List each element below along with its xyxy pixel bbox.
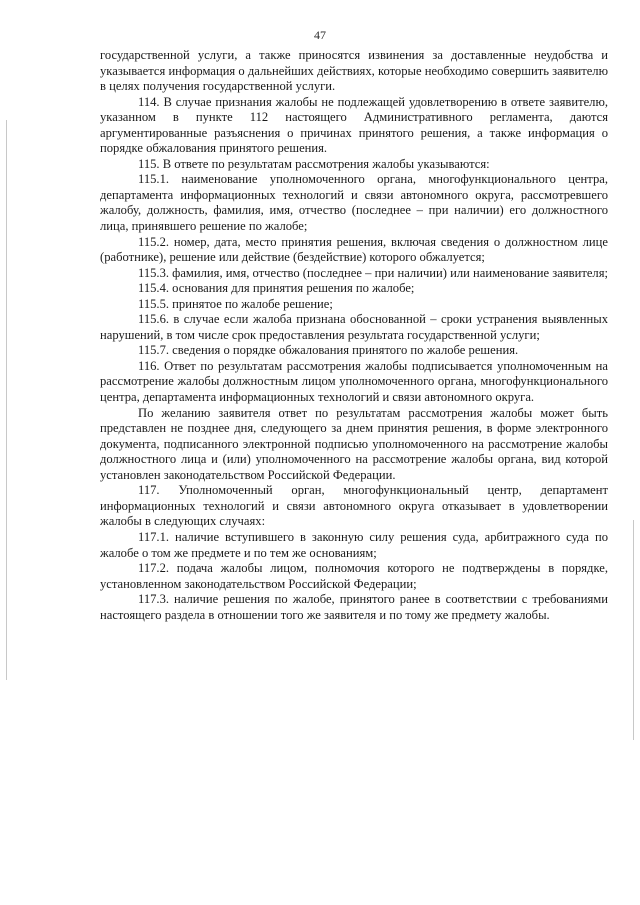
paragraph-115-6: 115.6. в случае если жалоба признана обоснованной – сроки устранения выявленных нарушений, в том числе срок предоставления результата государственной услуги; bbox=[100, 312, 608, 342]
paragraph-117-3: 117.3. наличие решения по жалобе, принятого ранее в соответствии с требованиями настоящего раздела в отношении того же заявителя и по тому же предмету жалобы. bbox=[100, 592, 608, 622]
document-body bbox=[100, 48, 608, 623]
paragraph-115-7: 115.7. сведения о порядке обжалования принятого по жалобе решения. bbox=[138, 343, 519, 358]
paragraph-115-5: 115.5. принятое по жалобе решение; bbox=[138, 296, 333, 311]
paragraph-115: 115. В ответе по результатам рассмотрения жалобы указываются: bbox=[138, 156, 490, 171]
scan-edge-left bbox=[6, 120, 7, 680]
page-number: 47 bbox=[314, 28, 326, 42]
paragraph-114: 114. В случае признания жалобы не подлежащей удовлетворению в ответе заявителю, указанном в пункте 112 настоящего Административного регламента, даются аргументированные разъяснения о причинах принятого решения, а также информация о порядке обжалования принятого решения. bbox=[100, 94, 608, 156]
paragraph-117-1: 117.1. наличие вступившего в законную силу решения суда, арбитражного суда по жалобе о том же предмете и по тем же основаниям; bbox=[100, 529, 608, 560]
paragraph-continuation: государственной услуги, а также приносятся извинения за доставленные неудобства и указывается информация о дальнейших действиях, которые необходимо совершить заявителю в целях получения государственной услуги. bbox=[100, 48, 608, 94]
paragraph-116: 116. Ответ по результатам рассмотрения жалобы подписывается уполномоченным на рассмотрение жалобы должностным лицом уполномоченного органа, многофункционального центра, департамента информационных технологий и связи автономного округа. bbox=[100, 358, 608, 405]
paragraph-116-electronic: По желанию заявителя ответ по результатам рассмотрения жалобы может быть представлен не позднее дня, следующего за днем принятия решения, в форме электронного документа, подписанного электронной подписью уполномоченного на рассмотрение жалобы должностного лица и (или) уполномоченного на рассмотрение жалобы органа, вид которой установлен законодательством Российской Федерации. bbox=[100, 405, 608, 482]
paragraph-115-1: 115.1. наименование уполномоченного органа, многофункционального центра, департамента информационных технологий и связи автономного округа, рассмотревшего жалобу, должность, фамилия, имя, отчество (последнее – при наличии) его должностного лица, принявшего решение по жалобе; bbox=[100, 172, 608, 234]
paragraph-115-3: 115.3. фамилия, имя, отчество (последнее – при наличии) или наименование заявителя; bbox=[138, 265, 608, 280]
paragraph-115-4: 115.4. основания для принятия решения по жалобе; bbox=[138, 281, 415, 296]
paragraph-117-2: 117.2. подача жалобы лицом, полномочия которого не подтверждены в порядке, установленном законодательством Российской Федерации; bbox=[100, 561, 608, 591]
paragraph-117: 117. Уполномоченный орган, многофункциональный центр, департамент информационных технологий и связи автономного округа отказывает в удовлетворении жалобы в следующих случаях: bbox=[100, 483, 608, 529]
scan-edge-right bbox=[633, 520, 634, 740]
paragraph-115-2: 115.2. номер, дата, место принятия решения, включая сведения о должностном лице (работнике), решение или действие (бездействие) которого обжалуется; bbox=[100, 234, 608, 265]
